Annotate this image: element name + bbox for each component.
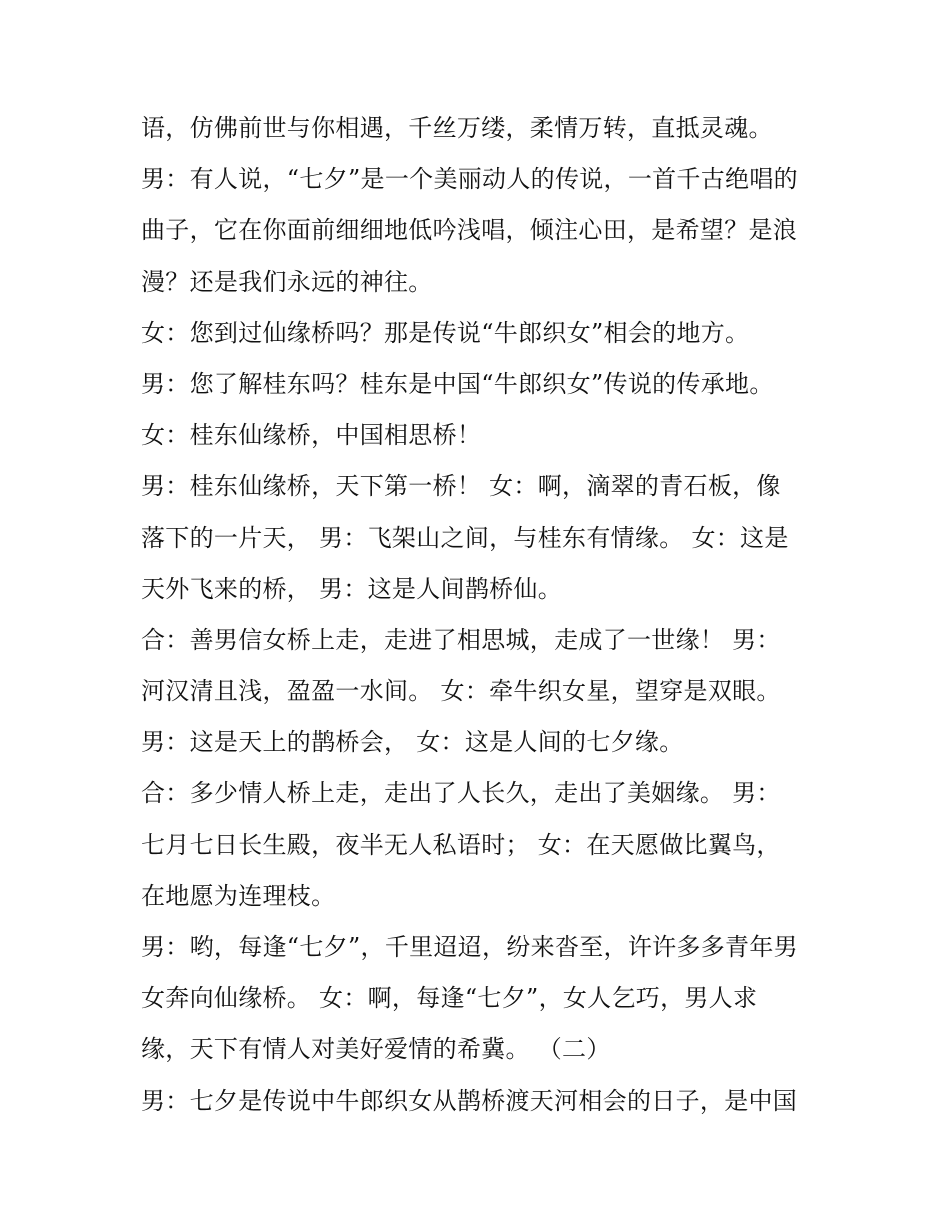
text-line: 天外飞来的桥， 男：这是人间鹊桥仙。: [141, 574, 563, 603]
text-line: 落下的一片天， 男：飞架山之间，与桂东有情缘。 女：这是: [141, 523, 789, 552]
text-line: 男：有人说，“七夕”是一个美丽动人的传说，一首千古绝唱的: [141, 165, 798, 194]
text-line: 合：多少情人桥上走，走出了人长久，走出了美姻缘。 男：: [141, 779, 781, 808]
text-line: 男：七夕是传说中牛郎织女从鹊桥渡天河相会的日子，是中国: [141, 1086, 798, 1115]
text-line: 女：您到过仙缘桥吗？那是传说“牛郎织女”相会的地方。: [141, 318, 750, 347]
text-line: 男：哟，每逢“七夕”，千里迢迢，纷来沓至，许许多多青年男: [141, 933, 798, 961]
text-line: 合：善男信女桥上走，走进了相思城，走成了一世缘！ 男：: [141, 625, 781, 654]
text-line: 漫？还是我们永远的神往。: [141, 267, 433, 296]
text-line: 语，仿佛前世与你相遇，千丝万缕，柔情万转，直抵灵魂。: [141, 114, 773, 142]
text-line: 男：您了解桂东吗？桂东是中国“牛郎织女”传说的传承地。: [141, 369, 774, 398]
text-line: 七月七日长生殿，夜半无人私语时； 女：在天愿做比翼鸟，: [141, 830, 781, 859]
text-line: 男：这是天上的鹊桥会， 女：这是人间的七夕缘。: [141, 728, 684, 757]
text-line: 在地愿为连理枝。: [141, 881, 336, 910]
document-page: [141, 108, 821, 1132]
text-line: 缘，天下有情人对美好爱情的希冀。 （二）: [141, 1035, 611, 1064]
text-line: 男：桂东仙缘桥，天下第一桥！ 女：啊，滴翠的青石板，像: [141, 472, 781, 501]
text-line: 曲子，它在你面前细细地低吟浅唱，倾注心田，是希望？是浪: [141, 216, 798, 245]
text-line: 女奔向仙缘桥。 女：啊，每逢“七夕”，女人乞巧，男人求: [141, 984, 758, 1013]
text-line: 女：桂东仙缘桥，中国相思桥！: [141, 421, 482, 450]
text-line: 河汉清且浅，盈盈一水间。 女：牵牛织女星，望穿是双眼。: [141, 677, 781, 706]
